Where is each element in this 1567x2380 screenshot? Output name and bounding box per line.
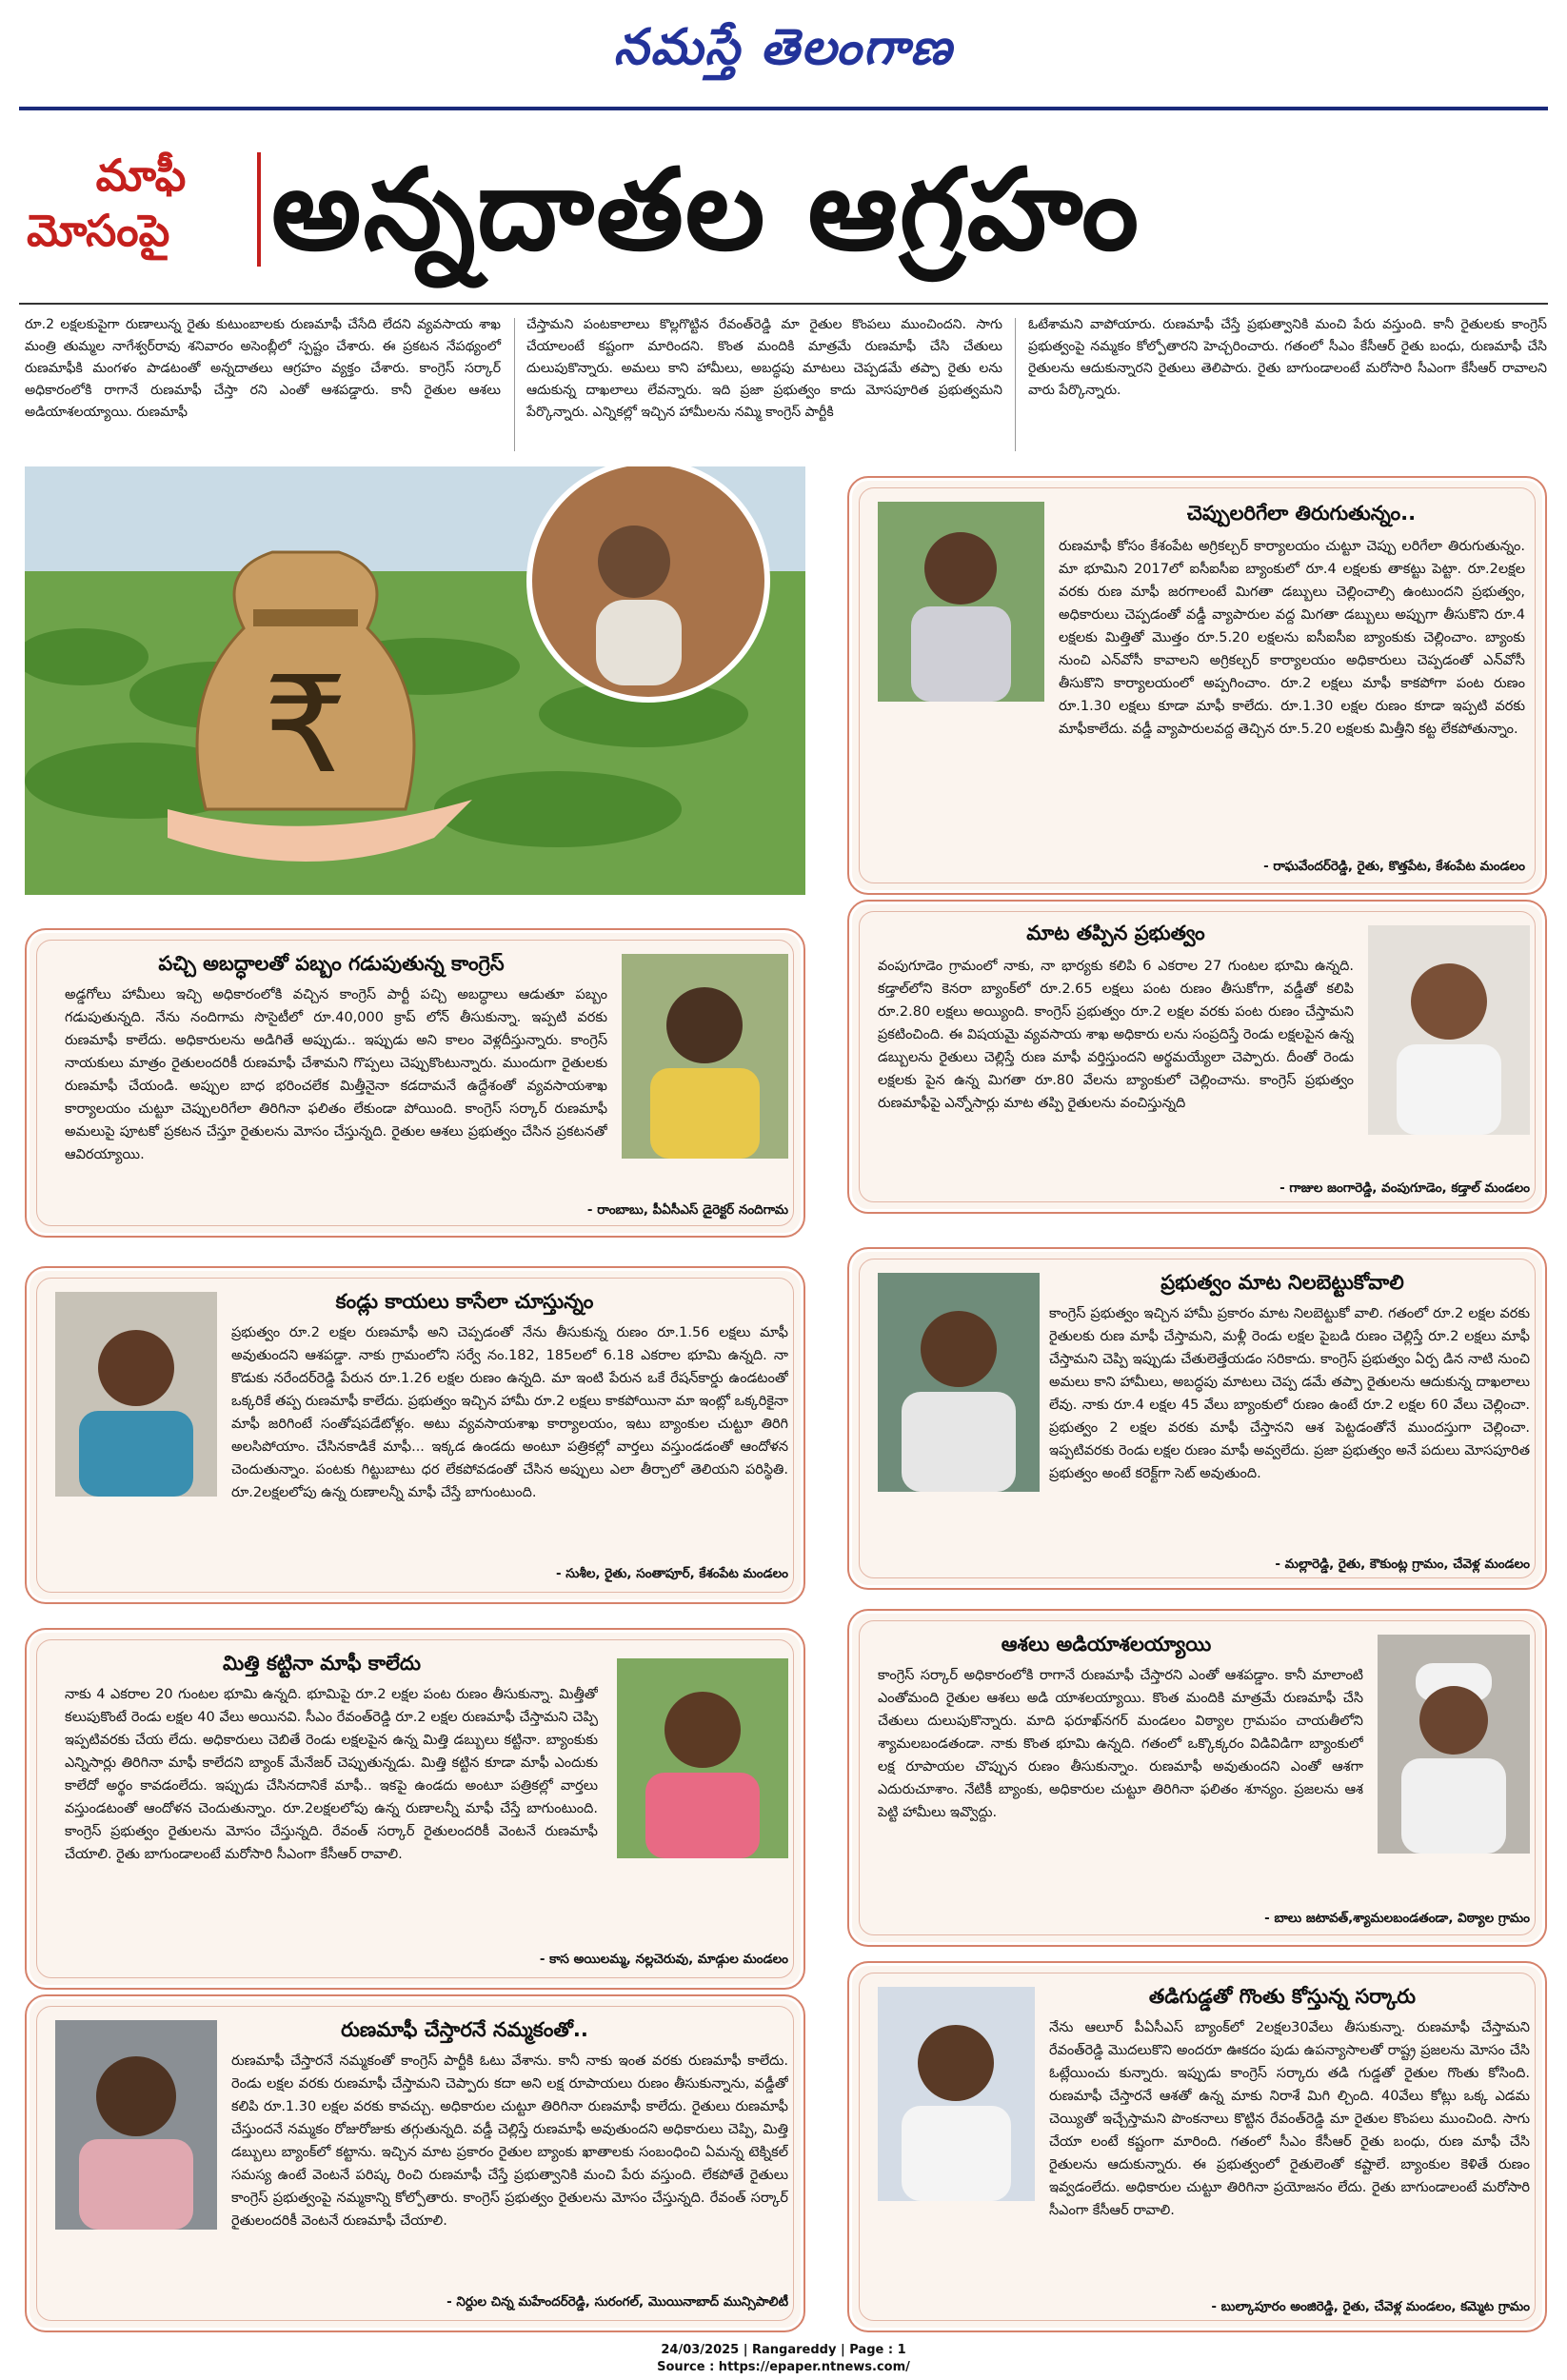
story-text: రుణమాఫీ చేస్తారనే నమ్మకంతో కాంగ్రెస్ పార్టీకి ఓటు వేశాను. కానీ నాకు ఇంత వరకు రుణమాఫీ కాలేదు. రెండు లక్షల వరకు రుణమాఫీ చేస్తామని చెప్పారు కదా అని లక్ష రూపాయలు రుణం తీసుకున్నాను, వడ్డీతో కలిపి రూ.1.30 లక్షల వరకు కావచ్చు. అధికారుల చుట్టూ తిరిగినా రుణమాఫీ కాలేదు. రైతులు రుణమాఫీ చేస్తుందనే నమ్మకం రోజురోజుకు తగ్గుతున్నది. వడ్డీ చెల్లిస్తే రుణమాఫీ అవుతుందని అధికారులు చెప్పి, మిత్తి డబ్బులు బ్యాంక్‌లో కట్టాను. ఇచ్చిన మాట ప్రకారం రైతుల బ్యాంకు ఖాతాలకు సంబంధించి ఏమన్న టెక్నికల్ సమస్య ఉంటే వెంటనే పరిష్క రించి రుణమాఫీ చేస్తే ప్రభుత్వానికి మంచి పేరు వస్తుంది. లేకపోతే రైతులు కాంగ్రెస్ ప్రభుత్వంపై నమ్మకాన్ని కోల్పోతారు. కాంగ్రెస్ ప్రభుత్వం రైతులను మోసం చేస్తున్నది. రేవంత్ సర్కార్ రైతులందరికీ వెంటనే రుణమాఫీ చేయాలి. bbox=[231, 2053, 788, 2229]
story-box bbox=[847, 1961, 1547, 2332]
intro-text-3: ఓటేశామని వాపోయారు. రుణమాఫీ చేస్తే ప్రభుత్వానికి మంచి పేరు వస్తుంది. కానీ రైతులకు కాంగ్రెస్ ప్రభుత్వంపై నమ్మకం కోల్పోతారని హెచ్చరించారు. గతంలో సీఎం కేసీఆర్ రైతు బంధు, రుణమాఫీ చేసి రైతులను ఆదుకున్నారని రైతులు తెలిపారు. రైతు బాగుండాలంటే మరోసారి సీఎంగా కేసీఆర్ రావాలని వారు పేర్కొన్నారు. bbox=[1028, 317, 1547, 398]
kicker bbox=[27, 148, 255, 258]
kicker-divider bbox=[257, 152, 261, 267]
intro-column-3 bbox=[1028, 314, 1547, 402]
hero-image bbox=[25, 466, 805, 895]
story-title: మిత్తి కట్టినా మాఫీ కాలేదు bbox=[223, 1652, 421, 1675]
farmer-photo bbox=[1368, 925, 1530, 1135]
story-byline: - నిర్దుల చిన్న మహేందర్‌రెడ్డి, సురంగల్, మొయినాబాద్ మున్సిపాలిటీ bbox=[446, 2294, 788, 2310]
story-byline: - సుశీల, రైతు, సంతాపూర్, కేశంపేట మండలం bbox=[555, 1566, 788, 1581]
column-divider bbox=[1015, 318, 1016, 451]
farmer-photo bbox=[878, 502, 1044, 702]
farmer-photo bbox=[617, 1658, 788, 1858]
story-byline: - మల్లారెడ్డి, రైతు, కౌకుంట్ల గ్రామం, చేవెళ్ల మండలం bbox=[1275, 1557, 1530, 1572]
edition-info: 24/03/2025 | Rangareddy | Page : 1 bbox=[661, 2343, 906, 2357]
page-footer bbox=[0, 2342, 1567, 2376]
story-byline: - బుల్కాపూరం అంజిరెడ్డి, రైతు, చేవెళ్ల మండలం, కమ్మెట గ్రామం bbox=[1211, 2299, 1530, 2314]
newspaper-logo: నమస్తే తెలంగాణ bbox=[613, 18, 954, 76]
story-text: రుణమాఫీ కోసం కేశంపేట అగ్రికల్చర్ కార్యాలయం చుట్టూ చెప్పు లరిగేలా తిరుగుతున్నం. మా భూమిని 2017లో ఐసీఐసీఐ బ్యాంకులో రూ.4 లక్షలకు తాకట్టు పెట్టా. రూ.2లక్షల వరకు రుణ మాఫీ జరగాలంటే మిగతా డబ్బులు చెల్లించాల్సి ఉంటుందని ప్రభుత్వం, అధికారులు చెప్పడంతో వడ్డీ వ్యాపారుల వద్ద మిగతా డబ్బులు అప్పుగా తీసుకొని రూ.4 లక్షలకు మిత్తితో మొత్తం రూ.5.20 లక్షలను ఐసీఐసీఐ బ్యాంకుకు చెల్లించాం. బ్యాంకు నుంచి ఎన్‌వోసీ కావాలని అగ్రికల్చర్ కార్యాలయం అధికారులు చెప్పడంతో ఎన్‌వోసీ తీసుకొని కార్యాలయంలో అప్పగించాం. రూ.2 లక్షలు మాఫీ కాకపోగా పంట రుణం రూ.1.30 లక్షలు కూడా మాఫీ కాలేదు. రూ.1.30 లక్షల రుణం కూడా ఇప్పటి వరకు మాఫీకాలేదు. వడ్డీ వ్యాపారులవద్ద తెచ్చిన రూ.5.20 లక్షలకు మిత్తీని కట్ట లేకపోతున్నాం. bbox=[1059, 539, 1525, 737]
story-box bbox=[25, 1266, 805, 1604]
story-box bbox=[847, 900, 1547, 1214]
story-byline: - బాలు జటావత్,శ్యామలబండతండా, విఠ్యాల గ్రామం bbox=[1264, 1911, 1530, 1926]
story-box bbox=[847, 1609, 1547, 1947]
story-box bbox=[25, 1994, 805, 2332]
intro-column-1 bbox=[25, 314, 501, 424]
story-text: ప్రభుత్వం రూ.2 లక్షల రుణమాఫీ అని చెప్పడంతో నేను తీసుకున్న రుణం రూ.1.56 లక్షలు మాఫీ అవుతుందని ఆశపడ్డా. నాకు గ్రామంలోని సర్వే నం.182, 185లలో 6.18 ఎకరాల భూమి ఉన్నది. నా కొడుకు నరేందర్‌రెడ్డి పేరున రూ.1.26 లక్షల రుణం ఉన్నది. మా ఇంటి పేరున ఒకే రేషన్‌కార్డు ఉండటంతో ఒక్కరికే తప్ప రుణమాఫీ కాలేదు. ప్రభుత్వం ఇచ్చిన హామీ రూ.2 లక్షలు కాకపోయినా మా ఇంట్లో ఒక్కరికైనా మాఫీ జరిగింటే సంతోషపడేటోళ్లం. అటు వ్యవసాయశాఖ కార్యాలయం, ఇటు బ్యాంకుల చుట్టూ తిరిగి అలసిపోయాం. చేసినకాడికే మాఫీ... ఇక్కడ ఉండదు అంటూ పత్రికల్లో వార్తలు వస్తుండడంతో ఆందోళన చెందుతున్నాం. పంటకు గిట్టుబాటు ధర లేకపోవడంతో చేసిన అప్పులు ఎలా తీర్చాలో తెలియని పరిస్థితి. రూ.2లక్షలలోపు ఉన్న రుణాలన్నీ మాఫీ చేస్తే బాగుంటుంది. bbox=[231, 1325, 788, 1500]
kicker-line-1: మాఫీ bbox=[95, 149, 187, 201]
masthead bbox=[0, 0, 1567, 105]
headline: అన్నదాతల ఆగ్రహం bbox=[271, 143, 1141, 275]
story-title: పచ్చి అబద్ధాలతో పబ్బం గడుపుతున్న కాంగ్రెస్ bbox=[158, 952, 505, 975]
kicker-line-2: మోసంపై bbox=[27, 205, 170, 256]
intro-column-2 bbox=[526, 314, 1002, 424]
story-title: ప్రభుత్వం మాట నిలబెట్టుకోవాలి bbox=[1160, 1271, 1404, 1294]
story-title: తడిగుడ్డతో గొంతు కోస్తున్న సర్కారు bbox=[1148, 1985, 1417, 2008]
story-byline: - రాఘవేందర్‌రెడ్డి, రైతు, కొత్తపేట, కేశంపేట మండలం bbox=[1263, 859, 1525, 874]
farmer-photo bbox=[622, 954, 788, 1159]
masthead-rule bbox=[19, 107, 1548, 110]
story-title: ఆశలు అడియాశలయ్యాయి bbox=[1001, 1633, 1212, 1656]
story-text: కాంగ్రెస్ సర్కార్ అధికారంలోకి రాగానే రుణమాఫీ చేస్తారని ఎంతో ఆశపడ్డాం. కానీ మాలాంటి ఎంతోమంది రైతుల ఆశలు అడి యాశలయ్యాయి. కొంత మందికి మాత్రమే రుణమాఫీ చేసి చేతులు దులుపుకొన్నారు. మాది ఫరూఖ్‌నగర్ మండలం విఠ్యాల గ్రామపం చాయతీలోని శ్యామలబండతండా. నాకు కొంత భూమి ఉన్నది. గతంలో ఒక్కొక్కరం విడివిడిగా బ్యాంకులో లక్ష రూపాయల చొప్పున రుణం తీసుకున్నాం. రుణమాఫీ అవుతుందని ఎంతో ఆశగా ఎదురుచూశాం. నేటికీ బ్యాంకు, అధికారుల చుట్టూ తిరిగినా ఫలితం శూన్యం. ప్రజలను ఆశ పెట్టి హామీలు ఇవ్వొద్దు. bbox=[878, 1668, 1363, 1820]
farmer-photo bbox=[55, 2020, 217, 2230]
story-box bbox=[847, 476, 1547, 895]
farmer-photo bbox=[878, 1273, 1040, 1492]
svg-text:₹: ₹ bbox=[263, 648, 348, 803]
story-title: చెప్పులరిగేలా తిరుగుతున్నం.. bbox=[1186, 502, 1417, 525]
farmer-photo bbox=[1378, 1635, 1530, 1854]
story-byline: - కాస అయిలమ్మ, నల్లచెరువు, మాడ్గుల మండలం bbox=[539, 1952, 788, 1967]
story-byline: - రాంబాబు, పీఏసీఎస్ డైరెక్టర్ నందిగామ bbox=[586, 1202, 788, 1218]
story-title: రుణమాఫీ చేస్తారనే నమ్మకంతో.. bbox=[341, 2018, 588, 2041]
headline-rule bbox=[19, 303, 1548, 305]
story-text: అడ్డగోలు హామీలు ఇచ్చి అధికారంలోకి వచ్చిన కాంగ్రెస్ పార్టీ పచ్చి అబద్ధాలు ఆడుతూ పబ్బం గడుపుతున్నది. నేను నందిగామ సొసైటీలో రూ.40,000 క్రాప్ లోన్ తీసుకున్నా. ఇప్పటి వరకు రుణమాఫీ కాలేదు. అధికారులను అడిగితే అప్పుడు.. ఇప్పుడు అని కాలం వెళ్లదీస్తున్నారు. కాంగ్రెస్ నాయకులు మాత్రం రైతులందరికీ రుణమాఫీ చేశామని గొప్పలు చెప్పుకొంటున్నారు. ముందుగా రైతులకు రుణమాఫీ చేయండి. అప్పుల బాధ భరించలేక మిత్తీనైనా కడదామనే ఉద్దేశంతో వ్యవసాయశాఖ కార్యాలయం చుట్టూ చెప్పులరిగేలా తిరిగినా ఫలితం లేకుండా పోయింది. కాంగ్రెస్ సర్కార్ రుణమాఫీ అమలుపై పూటకో ప్రకటన చేస్తూ రైతులను మోసం చేస్తున్నది. రైతుల ఆశలు ప్రభుత్వం చేసిన ప్రకటనతో ఆవిరయ్యాయి. bbox=[65, 987, 607, 1162]
intro-text-2: చేస్తామని పంటకాలాలు కొల్లగొట్టిన రేవంత్‌రెడ్డి మా రైతుల కొంపలు ముంచిందని. సాగు చేయాలంటే కష్టంగా మారిందని. కొంత మందికి మాత్రమే రుణమాఫీ చేసి చేతులు దులుపుకొన్నారు. అమలు కాని హామీలు, అబద్ధపు మాటలు చెప్పడమే తప్పా రైతు లను ఆదుకున్న దాఖలాలు లేవన్నారు. ఇది ప్రజా ప్రభుత్వం కాదు మోసపూరిత ప్రభుత్వమని పేర్కొన్నారు. ఎన్నికల్లో ఇచ్చిన హామీలను నమ్మి కాంగ్రెస్ పార్టీకి bbox=[526, 317, 1002, 420]
intro-text-1: రూ.2 లక్షలకుపైగా రుణాలున్న రైతు కుటుంబాలకు రుణమాఫీ చేసేది లేదని వ్యవసాయ శాఖ మంత్రి తుమ్మల నాగేశ్వర్‌రావు శనివారం అసెంబ్లీలో స్పష్టం చేశారు. ఈ ప్రకటన నేపథ్యంలో రుణమాఫీకి మంగళం పాడటంతో అన్నదాతలు ఆగ్రహం వ్యక్తం చేశారు. కాంగ్రెస్ సర్కార్ అధికారంలోకి రాగానే రుణమాఫీ చేస్తా రని ఎంతో ఆశపడ్డారు. కానీ రైతుల ఆశలు అడియాశలయ్యాయి. రుణమాఫీ bbox=[25, 317, 501, 420]
farmer-photo bbox=[55, 1292, 217, 1497]
story-box bbox=[25, 1628, 805, 1990]
source-link[interactable]: Source : https://epaper.ntnews.com/ bbox=[657, 2360, 910, 2374]
story-byline: - గాజుల జంగారెడ్డి, వంపుగూడెం, కడ్తాల్ మండలం bbox=[1279, 1180, 1530, 1196]
farmer-photo bbox=[878, 1987, 1035, 2201]
hero-illustration bbox=[25, 466, 805, 895]
story-box bbox=[847, 1247, 1547, 1590]
story-text: కాంగ్రెస్ ప్రభుత్వం ఇచ్చిన హామీ ప్రకారం మాట నిలబెట్టుకో వాలి. గతంలో రూ.2 లక్షల వరకు రైతులకు రుణ మాఫీ చేస్తామని, మళ్లీ రెండు లక్షల పైబడి రుణం చెల్లిస్తే రూ.2 లక్షలు మాఫీ చేస్తామని చెప్పి ఇప్పుడు చేతులెత్తేయడం సరికాదు. కాంగ్రెస్ ప్రభుత్వం ఏర్ప డిన నాటి నుంచి అమలు కాని హామీలు, అబద్ధపు మాటలు చెప్ప డమే తప్పా రైతులను ఆదుకున్న దాఖలాలు లేవు. నాకు రూ.4 లక్షల 45 వేలు బ్యాంకులో రుణం ఉంటే రూ.2 లక్షల 60 వేలు చెల్లించా. ప్రభుత్వం 2 లక్షల వరకు మాఫీ చేస్తానని ఆశ పెట్టడంతోనే ముందస్తుగా చెల్లించా. ఇప్పటివరకు రెండు లక్షల రుణం మాఫీ అవ్వలేదు. ప్రజా ప్రభుత్వం అనే పదులు మోసపూరిత ప్రభుత్వం అంటే కరెక్ట్‌గా సెట్ అవుతుంది. bbox=[1049, 1306, 1530, 1481]
story-text: వంపుగూడెం గ్రామంలో నాకు, నా భార్యకు కలిపి 6 ఎకరాల 27 గుంటల భూమి ఉన్నది. కడ్తాల్‌లోని కెనరా బ్యాంక్‌లో రూ.2.65 లక్షలు పంట రుణం తీసుకోగా, వడ్డీతో కలిపి రూ.2.80 లక్షలు అయ్యింది. కాంగ్రెస్ ప్రభుత్వం రూ.2 లక్షల వరకు పంట రుణం చేస్తామని ప్రకటించింది. ఈ విషయమై వ్యవసాయ శాఖ అధికారు లను సంప్రదిస్తే రెండు లక్షలపైన ఉన్న డబ్బులను రైతులు చెల్లిస్తే రుణ మాఫీ వర్తిస్తుందని అర్థమయ్యేలా చెప్పారు. దీంతో రెండు లక్షలకు పైన ఉన్న మిగతా రూ.80 వేలను బ్యాంకులో చెల్లించాను. కాంగ్రెస్ ప్రభుత్వం రుణమాఫీపై ఎన్నోసార్లు మాట తప్పి రైతులను వంచిస్తున్నది bbox=[878, 959, 1354, 1111]
story-text: నేను ఆలూర్ పీఏసీఎస్ బ్యాంక్‌లో 2లక్షల30వేలు తీసుకున్నా. రుణమాఫీ చేస్తామని రేవంత్‌రెడ్డి మొదలుకొని అందరూ ఊకదం పుడు ఉపన్యాసాలతో రాష్ట్ర ప్రజలను మోసం చేసి ఓట్లేయించు కున్నారు. ఇప్పుడు కాంగ్రెస్ సర్కారు తడి గుడ్డతో రైతుల గొంతు కోసింది. రుణమాఫీ చేస్తారనే ఆశతో ఉన్న మాకు నిరాశే మిగి ల్చింది. 40వేలు కోట్లు ఒక్క ఎడమ చెయ్యితో ఇచ్చేస్తామని పొంకనాలు కొట్టిన రేవంత్‌రెడ్డి మా రైతుల కొంపలు ముంచింది. సాగు చేయా లంటే కష్టంగా మారింది. గతంలో సీఎం కేసీఆర్ రైతు బంధు, రుణ మాఫీ చేసి రైతులను ఆదుకున్నారు. ఈ ప్రభుత్వంలో రైతులెంతో కష్టాలే. బ్యాంకుల కెళితే రుణం ఇవ్వడంలేదు. అధికారుల చుట్టూ తిరిగినా ప్రయోజనం లేదు. రైతు బాగుండాలంటే మరోసారి సీఎంగా కేసీఆర్ రావాలి. bbox=[1049, 2020, 1530, 2218]
story-text: నాకు 4 ఎకరాల 20 గుంటల భూమి ఉన్నది. భూమిపై రూ.2 లక్షల పంట రుణం తీసుకున్నా. మిత్తీతో కలుపుకొంటే రెండు లక్షల 40 వేలు అయినవి. సీఎం రేవంత్‌రెడ్డి రూ.2 లక్షల రుణమాఫీ చేస్తామని చెప్పి ఇప్పటివరకు చేయ లేదు. అధికారులు చెబితే రెండు లక్షలపైన ఉన్న మిత్తి డబ్బులు కట్టినా. బ్యాంకుకు ఎన్నిసార్లు తిరిగినా మాఫీ కాలేదని బ్యాంక్ మేనేజర్ చెప్పుతున్నడు. మిత్తి కట్టిన కూడా మాఫీ ఎందుకు కాలేదో అర్థం కావడంలేదు. ఇప్పుడు చేసినదానికే మాఫీ.. ఇకపై ఉండదు అంటూ పత్రికల్లో వార్తలు వస్తుండటంతో ఆందోళన చెందుతున్నాం. రూ.2లక్షలలోపు ఉన్న రుణాలన్నీ మాఫీ చేస్తే బాగుంటుంది. కాంగ్రెస్ ప్రభుత్వం రైతులను మోసం చేస్తున్నది. రేవంత్ సర్కార్ రైతులందరికీ వెంటనే రుణమాఫీ చేయాలి. రైతు బాగుండాలంటే మరోసారి సీఎంగా కేసీఆర్ రావాలి. bbox=[65, 1687, 598, 1862]
story-title: కండ్లు కాయలు కాసేలా చూస్తున్నం bbox=[335, 1290, 594, 1313]
story-box bbox=[25, 928, 805, 1238]
column-divider bbox=[514, 318, 515, 451]
story-title: మాట తప్పిన ప్రభుత్వం bbox=[1026, 922, 1205, 944]
